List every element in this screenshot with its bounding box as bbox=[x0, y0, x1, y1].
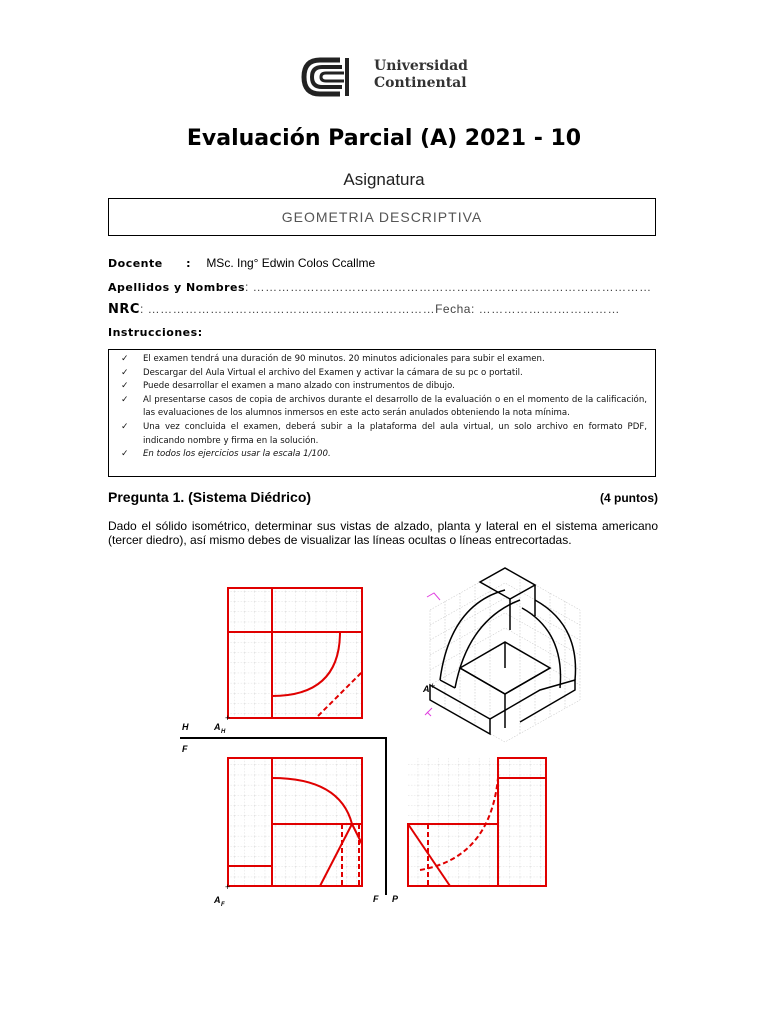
logo-line-1: Universidad bbox=[374, 58, 468, 74]
docente-value: MSc. Ing° Edwin Colos Ccallme bbox=[206, 256, 376, 270]
point-marker: + bbox=[225, 713, 231, 723]
point-a-top-label: A bbox=[214, 722, 221, 732]
instruction-item: ✓ Al presentarse casos de copia de archivos durante el desarrollo de la evaluación o en el momento de la calificación, las evaluaciones de los alumnos inmersos en este acto serán anulados obteniendo la nota mínima. bbox=[121, 394, 647, 419]
dimension-marker-icon bbox=[425, 708, 432, 716]
subject-label: Asignatura bbox=[343, 170, 425, 189]
instruction-item: ✓ Una vez concluida el examen, deberá subir a la plataforma del aula virtual, un solo archivo en formato PDF, indicando nombre y firma en la solución. bbox=[121, 421, 647, 446]
docente-label: Docente bbox=[108, 257, 163, 270]
question-title: Pregunta 1. (Sistema Diédrico) bbox=[108, 489, 312, 505]
check-icon: ✓ bbox=[121, 354, 129, 364]
point-marker: + bbox=[430, 681, 436, 691]
instruction-item: ✓ Descargar del Aula Virtual el archivo del Examen y activar la cámara de su pc o portatil. bbox=[117, 367, 647, 381]
nombres-label: Apellidos y Nombres bbox=[108, 281, 245, 294]
question-text: Dado el sólido isométrico, determinar sus vistas de alzado, planta y lateral en el sistema americano (tercer diedro), así mismo debes de visualizar las líneas ocultas o líneas entrecortadas. bbox=[108, 519, 658, 547]
isometric-solid bbox=[422, 568, 580, 742]
side-view bbox=[408, 758, 546, 886]
check-icon: ✓ bbox=[121, 394, 129, 405]
front-view bbox=[213, 758, 362, 908]
instruction-item: ✓ En todos los ejercicios usar la escala 1/100. bbox=[117, 448, 647, 462]
point-a-front-subscript: F bbox=[221, 902, 225, 908]
exam-title: Evaluación Parcial (A) 2021 - 10 bbox=[186, 126, 582, 151]
nrc-dots: : ……………………………………………………………Fecha: ……………….…………… bbox=[139, 302, 620, 316]
instruction-item: ✓ El examen tendrá una duración de 90 minutos. 20 minutos adicionales para subir el examen. bbox=[117, 353, 647, 367]
logo-line-2: Continental bbox=[374, 75, 467, 91]
point-marker: + bbox=[225, 882, 231, 892]
docente-separator: : bbox=[186, 257, 191, 270]
point-a-iso-label: A bbox=[423, 684, 430, 694]
check-icon: ✓ bbox=[121, 449, 129, 460]
axis-label-h: H bbox=[182, 722, 189, 732]
point-a-top-subscript: H bbox=[221, 729, 226, 735]
question-points: (4 puntos) bbox=[600, 491, 658, 505]
instrucciones-label: Instrucciones: bbox=[108, 326, 203, 339]
axis-label-f2: F bbox=[373, 894, 379, 904]
axis-label-f: F bbox=[182, 744, 188, 754]
check-icon: ✓ bbox=[121, 367, 129, 378]
nrc-label: NRC bbox=[108, 302, 140, 317]
axis-label-p: P bbox=[392, 894, 399, 904]
check-icon: ✓ bbox=[121, 381, 129, 392]
nombres-dots: : …………….……………………………………………..……………………… bbox=[245, 280, 652, 294]
top-view bbox=[213, 588, 362, 735]
instruction-item: ✓ Puede desarrollar el examen a mano alzado con instrumentos de dibujo. bbox=[117, 380, 647, 394]
subject-name: GEOMETRIA DESCRIPTIVA bbox=[281, 209, 483, 225]
dimension-marker-icon bbox=[427, 593, 440, 600]
check-icon: ✓ bbox=[121, 421, 129, 432]
point-a-front-label: A bbox=[214, 895, 221, 905]
